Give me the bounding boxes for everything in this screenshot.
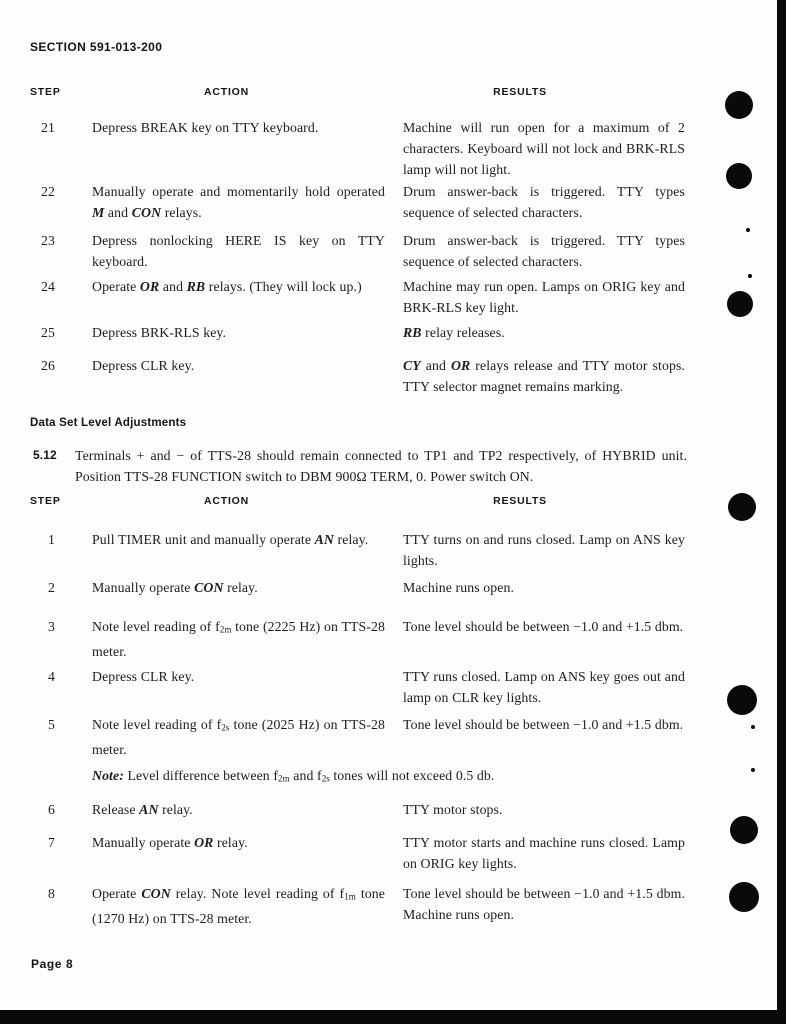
table-row xyxy=(30,355,685,397)
paragraph-number: 5.12 xyxy=(33,448,57,462)
punch-dot xyxy=(726,163,752,189)
results-cell: TTY runs closed. Lamp on ANS key goes out and lamp on CLR key lights. xyxy=(403,669,685,705)
column-header-action: ACTION xyxy=(203,495,250,507)
step-cell: 4 xyxy=(48,669,55,684)
paragraph-text: Terminals + and − of TTS-28 should remain connected to TP1 and TP2 respectively, of HYBRID unit. Position TTS-28 FUNCTION switch to DBM 900Ω TERM, 0. Power switch ON. xyxy=(75,448,687,484)
results-cell: Machine will run open for a maximum of 2 characters. Keyboard will not lock and BRK-RLS lamp will not light. xyxy=(403,120,685,177)
table-row xyxy=(30,230,685,272)
results-cell: RB relay releases. xyxy=(403,325,505,340)
step-cell: 21 xyxy=(41,120,55,135)
results-cell: TTY turns on and runs closed. Lamp on ANS key lights. xyxy=(403,532,685,568)
table-row xyxy=(30,181,685,223)
punch-dot xyxy=(727,685,757,715)
punch-dot xyxy=(728,493,756,521)
table1-header xyxy=(30,86,685,98)
scan-right-strip xyxy=(777,0,786,1024)
results-cell: Machine may run open. Lamps on ORIG key and BRK-RLS key light. xyxy=(403,279,685,315)
note-row: Note: Level difference between $f_{2m}$ and $f_{2s}$ tones will not exceed 0.5 db. xyxy=(92,768,495,784)
table-row xyxy=(30,577,685,598)
step-cell: 1 xyxy=(48,532,55,547)
results-cell: Machine runs open. xyxy=(403,580,514,595)
subsection-heading: Data Set Level Adjustments xyxy=(30,417,187,429)
results-cell: Tone level should be between −1.0 and +1.5 dbm. xyxy=(403,619,684,634)
results-cell: CY and OR relays release and TTY motor stops. TTY selector magnet remains marking. xyxy=(403,358,685,394)
step-cell: 26 xyxy=(41,358,55,373)
punch-dot xyxy=(727,291,753,317)
step-cell: 8 xyxy=(48,886,55,901)
results-cell: TTY motor stops. xyxy=(403,802,503,817)
punch-dot xyxy=(730,816,758,844)
action-cell: Depress CLR key. xyxy=(92,358,195,373)
step-cell: 22 xyxy=(41,184,55,199)
table-row xyxy=(30,117,685,180)
results-cell: Drum answer-back is triggered. TTY types sequence of selected characters. xyxy=(403,233,685,269)
table-row xyxy=(30,666,685,708)
punch-dot xyxy=(729,882,759,912)
step-cell: 3 xyxy=(48,619,55,634)
table-row xyxy=(30,883,685,929)
action-cell: Operate OR and RB relays. (They will lock up.) xyxy=(92,279,362,294)
table2-header xyxy=(30,495,685,507)
table-row xyxy=(30,276,685,318)
action-cell: Note level reading of $f_{2m}$ tone (2225 Hz) on TTS-28 meter. xyxy=(92,619,386,659)
ink-speck xyxy=(746,228,750,232)
action-cell: Note level reading of $f_{2s}$ tone (2025 Hz) on TTS-28 meter. xyxy=(92,717,385,757)
results-cell: TTY motor starts and machine runs closed. Lamp on ORIG key lights. xyxy=(403,835,685,871)
punch-dot xyxy=(725,91,753,119)
results-cell: Tone level should be between −1.0 and +1.5 dbm. Machine runs open. xyxy=(403,886,685,922)
ink-speck xyxy=(751,768,755,772)
column-header-step: STEP xyxy=(30,86,61,98)
column-header-results: RESULTS xyxy=(493,86,547,98)
action-cell: Depress BRK-RLS key. xyxy=(92,325,227,340)
step-cell: 24 xyxy=(41,279,55,294)
table-row xyxy=(30,714,685,760)
step-cell: 25 xyxy=(41,325,55,340)
ink-speck xyxy=(748,274,752,278)
action-cell: Pull TIMER unit and manually operate AN relay. xyxy=(92,532,369,547)
results-cell: Drum answer-back is triggered. TTY types sequence of selected characters. xyxy=(403,184,685,220)
step-cell: 23 xyxy=(41,233,55,248)
action-cell: Release AN relay. xyxy=(92,802,193,817)
table-row xyxy=(30,832,685,874)
action-cell: Manually operate CON relay. xyxy=(92,580,258,595)
page-footer: Page 8 xyxy=(31,957,74,971)
ink-speck xyxy=(751,725,755,729)
table-row xyxy=(30,616,685,662)
scan-bottom-bar xyxy=(0,1010,786,1024)
action-cell: Depress CLR key. xyxy=(92,669,195,684)
action-cell: Operate CON relay. Note level reading of $f_{1m}$ tone (1270 Hz) on TTS-28 meter. xyxy=(92,886,385,926)
table-row xyxy=(30,529,685,571)
table-row xyxy=(30,799,685,820)
step-cell: 6 xyxy=(48,802,55,817)
action-cell: Manually operate and momentarily hold operated M and CON relays. xyxy=(92,184,385,220)
section-header: SECTION 591-013-200 xyxy=(30,40,163,54)
step-cell: 5 xyxy=(48,717,55,732)
step-cell: 2 xyxy=(48,580,55,595)
results-cell: Tone level should be between −1.0 and +1.5 dbm. xyxy=(403,717,684,732)
column-header-step: STEP xyxy=(30,495,61,507)
step-cell: 7 xyxy=(48,835,55,850)
action-cell: Manually operate OR relay. xyxy=(92,835,248,850)
action-cell: Depress BREAK key on TTY keyboard. xyxy=(92,120,319,135)
action-cell: Depress nonlocking HERE IS key on TTY keyboard. xyxy=(92,233,385,269)
table-row xyxy=(30,322,685,343)
column-header-results: RESULTS xyxy=(493,495,547,507)
column-header-action: ACTION xyxy=(203,86,250,98)
paragraph-5-12 xyxy=(33,445,687,487)
